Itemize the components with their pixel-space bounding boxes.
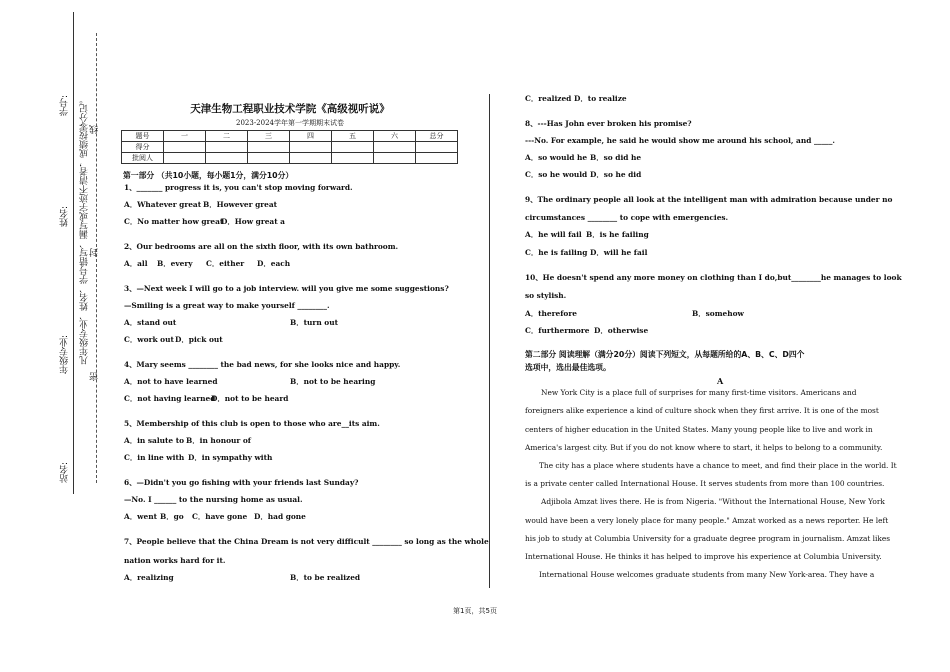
score-table-row — [122, 142, 458, 153]
passage-label: A — [717, 376, 724, 386]
question-1-stem: 1、_______ progress it is, you can't stop moving forward. — [124, 183, 353, 192]
question-8-stem-2: ---No. For example, he said he would show me around his school, and _____. — [525, 136, 835, 145]
q10-option-c: C．furthermore — [525, 326, 590, 335]
q10-option-a: A．therefore — [525, 309, 577, 318]
q1-option-d: D．How great a — [221, 217, 285, 226]
question-6-stem: 6、—Didn't you go fishing with your friends last Sunday? — [124, 478, 359, 487]
question-10-stem: 10、He doesn't spend any more money on clothing than I do,but________he manages to look — [525, 273, 902, 282]
q9-option-c: C．he is failing — [525, 248, 588, 257]
q4-option-b: B．not to be hearing — [290, 377, 376, 386]
site-label: 站名: — [60, 462, 70, 484]
q3-option-b: B．turn out — [290, 318, 338, 327]
exam-subtitle: 2023-2024学年第一学期期末试卷 — [236, 119, 344, 127]
passage-line: his job to study at Columbia University for a graduate degree program in journalism. Amzat likes — [525, 534, 891, 543]
passage-line: New York City is a place full of surprises for many first-time visitors. Americans and — [541, 388, 857, 397]
passage-line: centers of higher education in the United States. Many young people like to live and work in — [525, 425, 873, 434]
q10-option-b: B．somehow — [692, 309, 744, 318]
q7-option-a: A．realizing — [124, 573, 174, 582]
q7-option-c: C．realized — [525, 94, 572, 103]
part2-heading-line1: 第二部分 阅读理解（满分20分）阅读下列短文，从每题所给的A、B、C、D四个 — [525, 350, 805, 359]
page-footer: 第1页，共5页 — [453, 607, 497, 615]
q8-option-d: D．so he did — [590, 170, 642, 179]
score-header-cell: 二 — [206, 131, 248, 142]
q9-option-d: D．will he fail — [590, 248, 648, 257]
q7-option-b: B．to be realized — [290, 573, 361, 582]
q8-option-a: A．so would he — [525, 153, 588, 162]
question-7-stem-2: nation works hard for it. — [124, 556, 226, 565]
score-header-cell: 总分 — [416, 131, 458, 142]
passage-line: is a private center called International House. It serves students from more than 100 countries. — [525, 479, 885, 488]
question-7-stem: 7、People believe that the China Dream is not very difficult ________ so long as the whole — [124, 537, 489, 546]
score-cell[interactable] — [248, 153, 290, 164]
q1-option-a: A．Whatever great — [124, 200, 202, 209]
q6-option-c: C．have gone — [192, 512, 248, 521]
score-header-cell: 六 — [374, 131, 416, 142]
seal-word-mi: 密 — [90, 372, 100, 381]
score-header-cell: 五 — [332, 131, 374, 142]
score-cell[interactable] — [248, 142, 290, 153]
question-2-stem: 2、Our bedrooms are all on the sixth floor, with its own bathroom. — [124, 242, 399, 251]
question-6-stem-2: —No. I ______ to the nursing home as usual. — [124, 495, 303, 504]
passage-line: International House. He thinks it has helped to improve his experience at Columbia University. — [525, 552, 882, 561]
part2-heading-line2: 选项中，选出最佳选项。 — [525, 363, 611, 372]
passage-line: The city has a place where students have a chance to meet, and find their place in the world. It — [539, 461, 897, 470]
question-3-stem: 3、—Next week I will go to a job interview. will you give me some suggestions? — [124, 284, 449, 293]
q2-option-a: A．all — [124, 259, 148, 268]
seal-word-feng: 封 — [90, 248, 100, 257]
seal-word-xian: 线 — [90, 125, 100, 134]
q1-option-c: C．No matter how great — [124, 217, 224, 226]
score-cell[interactable] — [206, 142, 248, 153]
q5-option-c: C．in line with — [124, 453, 185, 462]
q3-option-c: C．work out — [124, 335, 174, 344]
q7-option-d: D．to realize — [574, 94, 627, 103]
q4-option-a: A．not to have learned — [124, 377, 218, 386]
major-label: 年级专业: — [60, 335, 70, 375]
passage-line: International House welcomes graduate students from many New York-area. They have a — [539, 570, 875, 579]
q9-option-a: A．he will fail — [525, 230, 582, 239]
question-5-stem: 5、Membership of this club is open to those who are__its aim. — [124, 419, 380, 428]
binding-rule-dashed — [96, 33, 97, 483]
name-label: 姓名: — [60, 206, 70, 228]
score-cell[interactable] — [374, 153, 416, 164]
score-table-header-row — [122, 131, 458, 142]
question-4-stem: 4、Mary seems ________ the bad news, for she looks nice and happy. — [124, 360, 401, 369]
score-cell[interactable] — [290, 142, 332, 153]
exam-title: 天津生物工程职业技术学院《高级视听说》 — [190, 103, 390, 115]
score-cell[interactable] — [206, 153, 248, 164]
score-cell[interactable] — [290, 153, 332, 164]
q8-option-c: C．so he would — [525, 170, 588, 179]
score-cell[interactable] — [416, 153, 458, 164]
score-header-cell: 一 — [164, 131, 206, 142]
q2-option-b: B．every — [157, 259, 193, 268]
q1-option-b: B．However great — [203, 200, 278, 209]
q4-option-d: D．not to be heard — [211, 394, 289, 403]
score-cell[interactable] — [416, 142, 458, 153]
column-divider — [489, 94, 490, 588]
score-row-label: 得分 — [122, 142, 164, 153]
q6-option-b: B．go — [160, 512, 184, 521]
score-header-cell: 三 — [248, 131, 290, 142]
q6-option-d: D．had gone — [254, 512, 306, 521]
question-3-stem-2: —Smiling is a great way to make yourself ________. — [124, 301, 330, 310]
q3-option-a: A．stand out — [124, 318, 177, 327]
passage-line: Adjibola Amzat lives there. He is from Nigeria. "Without the International House, New York — [541, 497, 885, 506]
score-header-cell: 四 — [290, 131, 332, 142]
score-cell[interactable] — [164, 153, 206, 164]
score-cell[interactable] — [374, 142, 416, 153]
question-8-stem: 8、---Has John ever broken his promise? — [525, 119, 692, 128]
score-cell[interactable] — [332, 142, 374, 153]
q8-option-b: B．so did he — [590, 153, 642, 162]
q5-option-d: D．in sympathy with — [188, 453, 273, 462]
score-cell[interactable] — [164, 142, 206, 153]
part1-heading: 第一部分 （共10小题，每小题1分，满分10分） — [123, 171, 294, 180]
q2-option-d: D．each — [257, 259, 291, 268]
q5-option-a: A．in salute to — [124, 436, 185, 445]
student-no-label: 学号: — [60, 95, 70, 117]
passage-line: would have been a very lonely place for many people." Amzat worked as a news reporter. He left — [525, 516, 889, 525]
question-9-stem: 9、The ordinary people all look at the intelligent man with admiration because under no — [525, 195, 893, 204]
score-table-row — [122, 153, 458, 164]
q2-option-c: C．either — [206, 259, 245, 268]
question-9-stem-2: circumstances ________ to cope with emergencies. — [525, 213, 729, 222]
q6-option-a: A．went — [124, 512, 157, 521]
binding-rule-solid — [73, 12, 74, 494]
passage-line: foreigners alike experience a kind of culture shock when they first arrive. It is one of the most — [525, 406, 879, 415]
score-row-label: 批阅人 — [122, 153, 164, 164]
passage-line: America's largest city. But if you do not know where to start, it helps to belong to a community. — [525, 443, 883, 452]
binding-notice: 凡年级专业、姓名、学号错写、漏写或字迹不清者，成绩按零分记。 — [80, 95, 90, 365]
q9-option-b: B．is he failing — [586, 230, 649, 239]
q10-option-d: D．otherwise — [594, 326, 649, 335]
q4-option-c: C．not having learned — [124, 394, 216, 403]
q3-option-d: D．pick out — [175, 335, 223, 344]
question-10-stem-2: so stylish. — [525, 291, 567, 300]
score-header-cell: 题号 — [122, 131, 164, 142]
score-table — [121, 130, 458, 164]
q5-option-b: B．in honour of — [186, 436, 251, 445]
score-cell[interactable] — [332, 153, 374, 164]
